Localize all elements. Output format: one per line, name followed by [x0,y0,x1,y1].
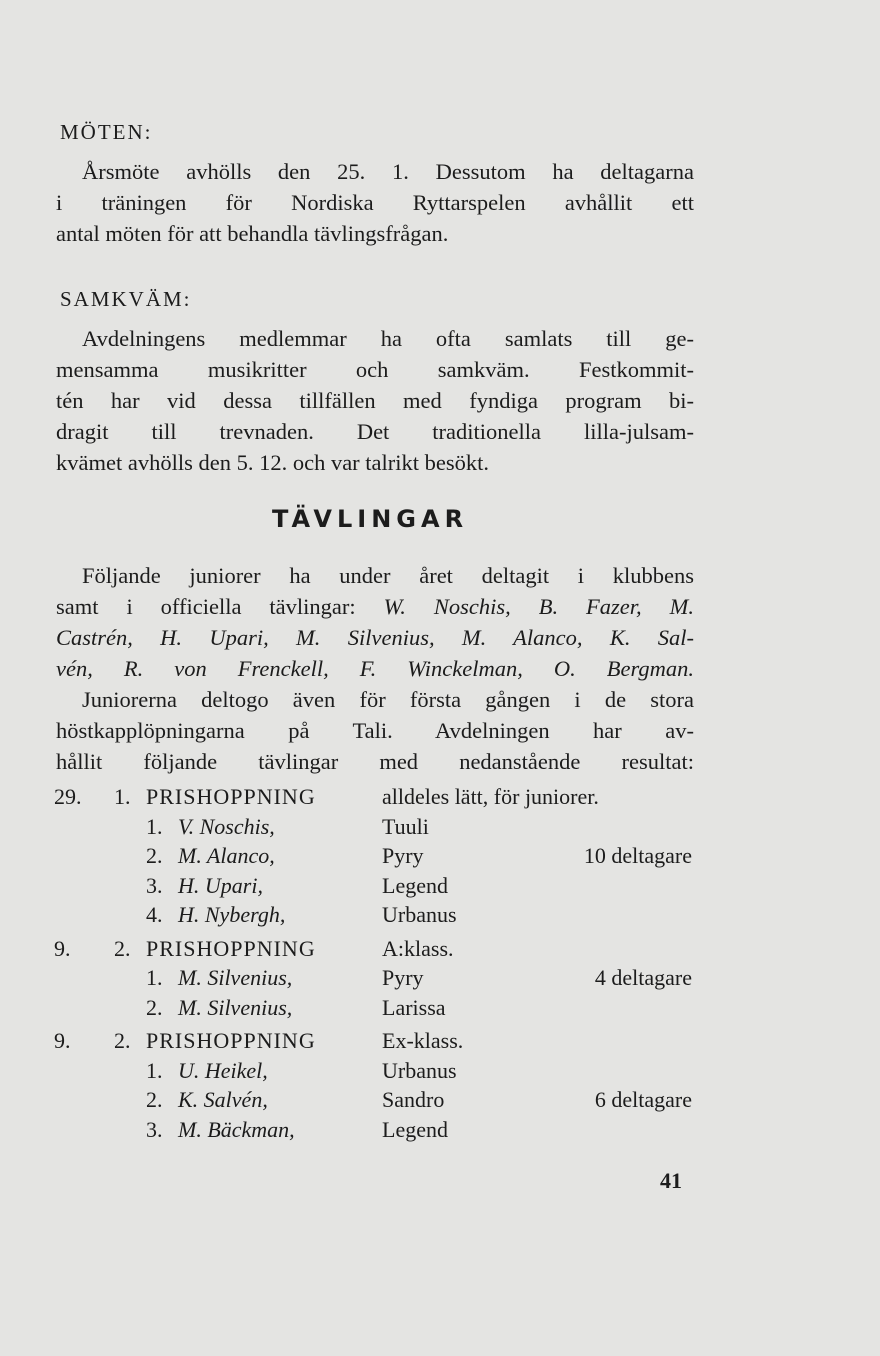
paragraph-tavlingar [56,560,694,777]
heading-moten: MÖTEN: [60,120,153,144]
text-segment: Juniorerna deltogo även för första gången i de stora [82,687,694,712]
result-rider: M. Silvenius, [178,994,293,1020]
competition-class: A:klass. [382,935,454,961]
result-place: 2. [146,994,163,1020]
text-line [56,622,694,653]
result-place: 2. [146,843,163,868]
text-line: i träningen för Nordiska Ryttarspelen avhållit ett [56,190,694,215]
result-horse: Urbanus [382,1057,457,1083]
competition-date: 9. [54,935,71,961]
competition-date: 9. [54,1028,71,1053]
italic-name-text: vén, R. von Frenckell, F. Winckelman, O. Bergman. [56,656,694,681]
result-place: 3. [146,1116,163,1142]
text-line [56,560,694,591]
competition-number: 1. [114,784,131,809]
text-line: dragit till trevnaden. Det traditionella lilla-julsam- [56,419,694,444]
result-rider: K. Salvén, [178,1087,268,1112]
heading-samkvam: SAMKVÄM: [60,287,192,311]
page-number: 41 [660,1168,682,1193]
italic-name-text: W. Noschis, B. Fazer, M. [383,594,694,619]
result-rider: V. Noschis, [178,813,275,839]
text-line: tén har vid dessa tillfällen med fyndiga program bi- [56,388,694,413]
competition-title: PRISHOPPNING [146,1028,316,1053]
text-segment: Följande juniorer ha under året deltagit i klubbens [82,563,694,588]
result-rider: M. Alanco, [178,843,275,868]
text-line: kvämet avhölls den 5. 12. och var talrikt besökt. [56,450,490,475]
competition-title: PRISHOPPNING [146,784,316,809]
paragraph-samkvam [56,323,694,478]
text-line: Avdelningens medlemmar ha ofta samlats till ge- [82,326,694,351]
result-horse: Urbanus [382,902,457,927]
result-place: 1. [146,965,163,990]
competition-number: 2. [114,935,131,961]
participants-count: 4 deltagare [594,965,692,990]
text-line: mensamma musikritter och samkväm. Festkommit- [56,357,694,382]
result-place: 3. [146,872,163,898]
result-rider: M. Bäckman, [178,1116,295,1142]
competition-class: Ex-klass. [382,1028,464,1053]
result-horse: Sandro [382,1087,445,1112]
result-place: 2. [146,1087,163,1112]
text-segment: samt i officiella tävlingar: [56,594,384,619]
result-rider: H. Upari, [178,872,263,898]
text-line [56,715,694,746]
text-line [56,653,694,684]
result-place: 1. [146,813,163,839]
result-place: 1. [146,1057,163,1083]
text-line: antal möten för att behandla tävlingsfrågan. [56,221,449,246]
result-rider: M. Silvenius, [178,965,293,990]
competition-date: 29. [54,784,82,809]
result-horse: Larissa [382,994,446,1020]
competition-number: 2. [114,1028,131,1053]
text-line: Årsmöte avhölls den 25. 1. Dessutom ha deltagarna [82,159,694,184]
result-horse: Legend [382,872,448,898]
italic-name-text: Castrén, H. Upari, M. Silvenius, M. Alanco, K. Sal- [56,625,694,650]
result-rider: H. Nybergh, [178,902,286,927]
text-segment: hållit följande tävlingar med nedanstående resultat: [56,749,694,774]
text-line [56,591,694,622]
text-line [56,746,694,777]
competition-title: PRISHOPPNING [146,935,316,961]
competition-class: alldeles lätt, för juniorer. [382,784,599,809]
result-rider: U. Heikel, [178,1057,268,1083]
paragraph-moten [56,156,694,249]
participants-count: 10 deltagare [583,843,692,868]
participants-count: 6 deltagare [594,1087,692,1112]
text-segment: höstkapplöpningarna på Tali. Avdelningen har av- [56,718,694,743]
section-title-tavlingar: TÄVLINGAR [271,505,469,533]
result-horse: Pyry [382,965,424,990]
result-horse: Tuuli [382,813,429,839]
result-place: 4. [146,902,163,927]
result-horse: Legend [382,1116,448,1142]
text-line [56,684,694,715]
result-horse: Pyry [382,843,424,868]
